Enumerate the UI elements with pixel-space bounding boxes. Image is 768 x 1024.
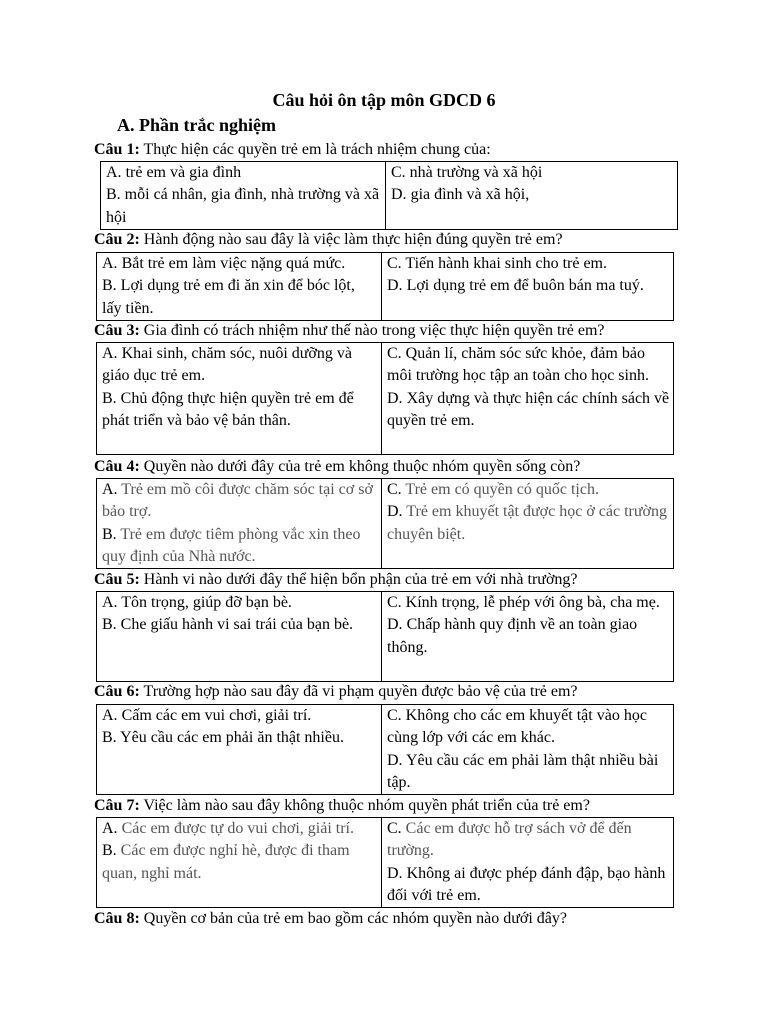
question-text: Quyền cơ bản của trẻ em bao gồm các nhóm quyền nào dưới đây? [139, 910, 568, 927]
option-b: B. Lợi dụng trẻ em đi ăn xin để bóc lột, lấy tiền. [102, 277, 355, 317]
question-label: Câu 1: [94, 141, 140, 158]
answer-cell-left [97, 592, 382, 682]
answer-cell-right [382, 705, 674, 795]
option-b: B. Các em được nghỉ hè, được đi tham quan, nghỉ mát. [102, 842, 350, 882]
question-5 [94, 570, 694, 589]
option-b: B. Yêu cầu các em phải ăn thật nhiều. [102, 729, 344, 747]
answer-cell-right [386, 162, 678, 230]
option-c: C. nhà trường và xã hội [391, 164, 543, 181]
question-2 [94, 230, 694, 249]
option-a: A. Các em được tự do vui chơi, giải trí. [102, 820, 354, 837]
option-c: C. Tiến hành khai sinh cho trẻ em. [387, 255, 607, 272]
answer-table-2 [96, 252, 674, 321]
question-text: Thực hiện các quyền trẻ em là trách nhiệm chung của: [139, 141, 491, 158]
question-7 [94, 796, 694, 815]
answer-cell-right [382, 253, 674, 321]
option-c: C. Quản lí, chăm sóc sức khỏe, đảm bảo môi trường học tập an toàn cho học sinh. [387, 345, 649, 385]
option-d: D. Không ai được phép đánh đập, bạo hành đối với trẻ em. [387, 864, 666, 904]
answer-cell-left [97, 479, 382, 569]
option-d: D. Chấp hành quy định về an toàn giao thông. [387, 616, 638, 656]
question-label: Câu 2: [94, 231, 140, 248]
answer-table-7 [96, 817, 674, 908]
question-label: Câu 3: [94, 322, 140, 339]
question-1 [94, 140, 694, 159]
option-b: B. Chủ động thực hiện quyền trẻ em để phát triển và bảo vệ bản thân. [102, 389, 354, 429]
question-text: Gia đình có trách nhiệm như thế nào trong việc thực hiện quyền trẻ em? [139, 322, 605, 339]
question-4 [94, 457, 694, 476]
question-label: Câu 5: [94, 571, 140, 588]
option-d: D. Xây dựng và thực hiện các chính sách về quyền trẻ em. [387, 389, 670, 429]
answer-cell-left [97, 343, 382, 455]
answer-cell-right [382, 343, 674, 455]
question-text: Trường hợp nào sau đây đã vi phạm quyền được bảo vệ của trẻ em? [139, 683, 578, 700]
option-c: C. Các em được hỗ trợ sách vở để đến trường. [387, 820, 632, 860]
answer-table-3 [96, 342, 674, 455]
option-b: B. mỗi cá nhân, gia đình, nhà trường và xã hội [106, 186, 380, 226]
section-heading: A. Phần trắc nghiệm [117, 115, 276, 135]
answer-table-4 [96, 478, 674, 569]
question-label: Câu 8: [94, 910, 140, 927]
option-a: A. Tôn trọng, giúp đỡ bạn bè. [102, 594, 292, 611]
option-d: D. gia đình và xã hội, [391, 186, 530, 204]
answer-cell-left [97, 818, 382, 908]
question-label: Câu 7: [94, 797, 140, 814]
answer-cell-right [382, 592, 674, 682]
question-text: Việc làm nào sau đây không thuộc nhóm quyền phát triển của trẻ em? [139, 797, 590, 814]
answer-cell-left [97, 705, 382, 795]
answer-table-5 [96, 591, 674, 682]
option-a: A. Khai sinh, chăm sóc, nuôi dưỡng và giáo dục trẻ em. [102, 345, 352, 385]
answer-cell-right [382, 479, 674, 569]
option-c: C. Kính trọng, lễ phép với ông bà, cha mẹ. [387, 594, 660, 611]
option-b: B. Che giấu hành vi sai trái của bạn bè. [102, 616, 354, 634]
option-c: C. Trẻ em có quyền có quốc tịch. [387, 481, 599, 498]
option-b: B. Trẻ em được tiêm phòng vắc xin theo quy định của Nhà nước. [102, 525, 361, 565]
option-a: A. trẻ em và gia đình [106, 164, 242, 181]
option-a: A. Bắt trẻ em làm việc nặng quá mức. [102, 255, 346, 272]
question-label: Câu 4: [94, 458, 140, 475]
option-c: C. Không cho các em khuyết tật vào học cùng lớp với các em khác. [387, 707, 647, 747]
question-3 [94, 321, 694, 340]
question-8 [94, 909, 694, 928]
option-d: D. Yêu cầu các em phải làm thật nhiều bài tập. [387, 751, 659, 791]
option-d: D. Lợi dụng trẻ em để buôn bán ma tuý. [387, 277, 644, 295]
answer-cell-right [382, 818, 674, 908]
option-a: A. Cấm các em vui chơi, giải trí. [102, 707, 312, 724]
question-text: Hành động nào sau đây là việc làm thực hiện đúng quyền trẻ em? [139, 231, 563, 248]
answer-cell-left [101, 162, 386, 230]
answer-table-6 [96, 704, 674, 795]
answer-table-1 [100, 161, 678, 230]
answer-cell-left [97, 253, 382, 321]
question-text: Hành vi nào dưới đây thể hiện bổn phận của trẻ em với nhà trường? [139, 571, 578, 588]
question-6 [94, 682, 694, 701]
question-label: Câu 6: [94, 683, 140, 700]
option-d: D. Trẻ em khuyết tật được học ở các trường chuyên biệt. [387, 503, 668, 543]
option-a: A. Trẻ em mồ côi được chăm sóc tại cơ sở bảo trợ. [102, 481, 373, 521]
page-title: Câu hỏi ôn tập môn GDCD 6 [272, 90, 496, 110]
question-text: Quyền nào dưới đây của trẻ em không thuộc nhóm quyền sống còn? [139, 458, 581, 475]
